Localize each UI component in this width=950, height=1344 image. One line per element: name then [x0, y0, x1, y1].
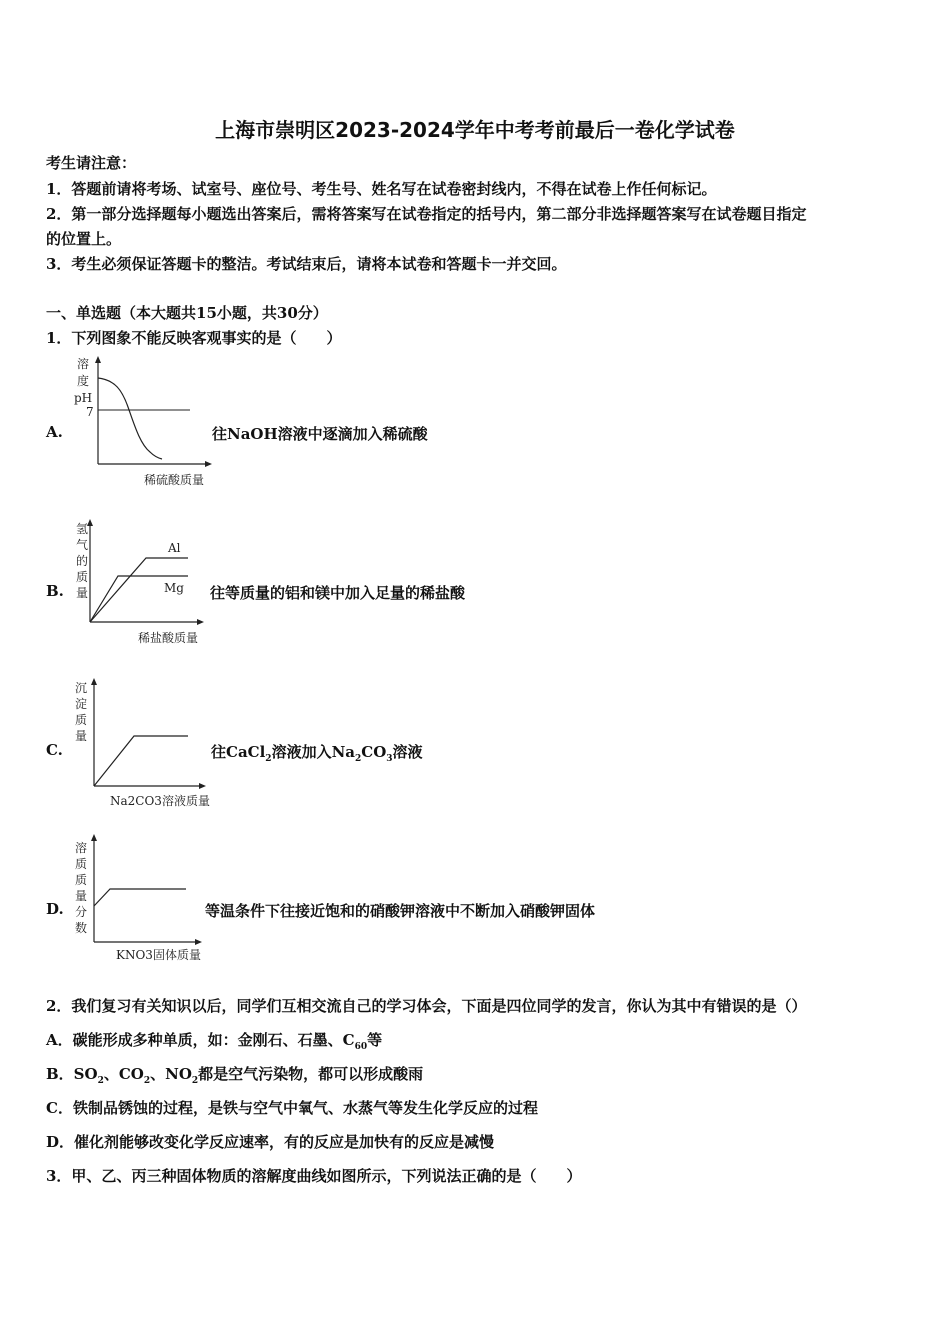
q2-stem: 2．我们复习有关知识以后，同学们互相交流自己的学习体会，下面是四位同学的发言，你认为其中有错误的是（） — [46, 997, 807, 1015]
b-ylabel-1: 氢 — [76, 522, 89, 536]
a-ylabel-3: pH — [74, 391, 93, 405]
d-ylabel-5: 分 — [75, 905, 88, 919]
a-ylabel-2: 度 — [77, 374, 90, 388]
q1-option-d-letter: D. — [46, 900, 64, 918]
d-ylabel-3: 质 — [75, 873, 88, 887]
q1-option-c-graph — [70, 676, 215, 811]
q1-option-b-text: 往等质量的铝和镁中加入足量的稀盐酸 — [210, 584, 466, 602]
a-xlabel: 稀硫酸质量 — [144, 473, 205, 487]
q1-option-b-letter: B. — [46, 582, 64, 600]
q3-stem: 3．甲、乙、丙三种固体物质的溶解度曲线如图所示，下列说法正确的是（ ） — [46, 1167, 582, 1185]
q1-option-a-graph — [70, 352, 215, 492]
d-ylabel-1: 溶 — [75, 841, 88, 855]
q1-option-c-letter: C. — [46, 741, 63, 759]
d-ylabel-2: 质 — [75, 857, 88, 871]
d-ylabel-4: 量 — [75, 889, 88, 903]
c-ylabel-3: 质 — [75, 713, 88, 727]
a-curve — [98, 378, 162, 459]
q1-option-d-graph — [70, 832, 215, 967]
b-ylabel-2: 气 — [76, 538, 89, 552]
q2-option-d: D．催化剂能够改变化学反应速率，有的反应是加快有的反应是减慢 — [46, 1133, 495, 1151]
q1-option-a-text: 往NaOH溶液中逐滴加入稀硫酸 — [212, 425, 428, 443]
a-tick-7: 7 — [86, 405, 94, 419]
b-ylabel-3: 的 — [76, 554, 89, 568]
d-line — [94, 889, 186, 906]
b-series-al: Al — [168, 541, 181, 555]
b-ylabel-4: 质 — [76, 570, 89, 584]
b-xlabel: 稀盐酸质量 — [138, 631, 199, 645]
b-ylabel-5: 量 — [76, 586, 89, 600]
q2-option-b: B．$SO_2$、$CO_2$、$NO_2$都是空气污染物，都可以形成酸雨 — [46, 1065, 424, 1086]
a-ylabel-1: 溶 — [77, 357, 90, 371]
c-xlabel: Na2CO3溶液质量 — [110, 794, 210, 808]
c-ylabel-1: 沉 — [75, 681, 88, 695]
q1-stem: 1．下列图象不能反映客观事实的是（ ） — [46, 329, 342, 347]
c-ylabel-2: 淀 — [75, 697, 88, 711]
q1-option-a-letter: A. — [46, 423, 63, 441]
q2-option-a: A．碳能形成多种单质，如：金刚石、石墨、$C_{60}$等 — [46, 1031, 383, 1052]
b-series-mg: Mg — [164, 581, 184, 595]
q1-option-b-graph — [70, 515, 215, 650]
d-ylabel-6: 数 — [75, 921, 88, 935]
notice-item-3: 3．考生必须保证答题卡的整洁。考试结束后，请将本试卷和答题卡一并交回。 — [46, 255, 567, 273]
notice-item-2: 2．第一部分选择题每小题选出答案后，需将答案写在试卷指定的括号内，第二部分非选择题答案写在试卷题目指定 — [46, 205, 807, 223]
notice-heading: 考生请注意： — [46, 154, 137, 172]
c-line — [94, 736, 188, 786]
page-title: 上海市崇明区2023-2024学年中考考前最后一卷化学试卷 — [215, 118, 735, 142]
c-ylabel-4: 量 — [75, 729, 88, 743]
q1-option-c-text: 往CaCl$_2$溶液加入$Na_2CO_3$溶液 — [211, 743, 423, 764]
q2-option-c: C．铁制品锈蚀的过程，是铁与空气中氧气、水蒸气等发生化学反应的过程 — [46, 1099, 538, 1117]
notice-item-2-cont: 的位置上。 — [46, 230, 122, 248]
section-heading: 一、单选题（本大题共15小题，共30分） — [46, 304, 328, 322]
notice-item-1: 1．答题前请将考场、试室号、座位号、考生号、姓名写在试卷密封线内，不得在试卷上作任何标记。 — [46, 180, 717, 198]
q1-option-d-text: 等温条件下往接近饱和的硝酸钾溶液中不断加入硝酸钾固体 — [205, 902, 596, 920]
d-xlabel: KNO3固体质量 — [116, 948, 201, 962]
